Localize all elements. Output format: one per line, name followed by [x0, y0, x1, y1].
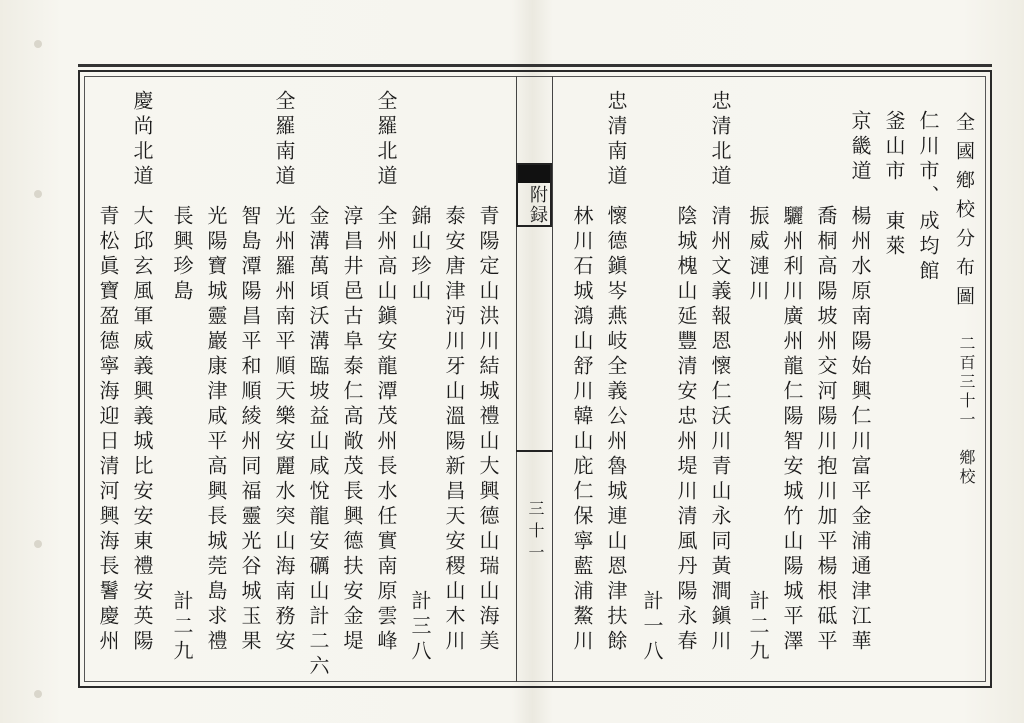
text-column: 全州高山鎭安龍潭茂州長水任實南原雲峰: [374, 205, 398, 655]
text-column: 楊州水原南陽始興仁川富平金浦通津江華: [848, 205, 872, 655]
text-column: 陰城槐山延豐清安忠州堤川清風丹陽永春: [674, 205, 698, 655]
text-column: 計二九: [746, 590, 770, 665]
fold-line-right: [552, 76, 553, 682]
text-column: 青松眞寶盈德寧海迎日清河興海長鬐慶州: [96, 205, 120, 655]
text-column: 計一八: [640, 590, 664, 665]
text-column: 全羅南道: [272, 90, 296, 190]
binding-hole: [34, 40, 42, 48]
binding-hole: [34, 540, 42, 548]
text-column: 林川石城鴻山舒川韓山庇仁保寧藍浦鰲川: [570, 205, 594, 655]
text-column: 忠清北道: [708, 90, 732, 190]
text-column: 慶尚北道: [130, 90, 154, 190]
text-column: 長興珍島: [170, 205, 194, 305]
text-column: 計三八: [408, 590, 432, 665]
binding-hole: [34, 690, 42, 698]
text-column: 光陽寶城靈巖康津咸平高興長城莞島求禮: [204, 205, 228, 655]
folio-number: 三十一: [526, 500, 545, 566]
text-column: 光州羅州南平順天樂安麗水突山海南務安: [272, 205, 296, 655]
appendix-band: [518, 165, 550, 183]
binding-hole: [34, 190, 42, 198]
text-column: 青陽定山洪川結城禮山大興德山瑞山海美: [476, 205, 500, 655]
text-column: 懷德鎭岑燕岐全義公州魯城連山恩津扶餘: [604, 205, 628, 655]
text-column: 錦山珍山: [408, 205, 432, 305]
top-border-rule: [78, 64, 992, 67]
text-column: 計二九: [170, 590, 194, 665]
gutter-rule: [516, 450, 552, 452]
text-column: 智島潭陽昌平和順綾州同福靈光谷城玉果: [238, 205, 262, 655]
appendix-tab: [516, 163, 552, 227]
page-title: 全國鄕校分布圖: [953, 112, 975, 315]
text-column: 驪州利川廣州龍仁陽智安城竹山陽城平澤: [780, 205, 804, 655]
text-column: 大邱玄風軍威義興義城比安安東禮安英陽: [130, 205, 154, 655]
text-column: 振威漣川: [746, 205, 770, 305]
text-column: 淳昌井邑古阜泰仁高敞茂長興德扶安金堤: [340, 205, 364, 655]
text-column: 釜山市 東萊: [882, 110, 906, 260]
text-column: 泰安唐津沔川牙山溫陽新昌天安稷山木川: [442, 205, 466, 655]
text-column: 忠清南道: [604, 90, 628, 190]
text-column: 仁川市、成均館: [916, 110, 940, 285]
appendix-label: 附録: [527, 185, 548, 225]
text-column: 喬桐高陽坡州交河陽川抱川加平楊根砥平: [814, 205, 838, 655]
text-column: 清州文義報恩懷仁沃川青山永同黃澗鎭川: [708, 205, 732, 655]
text-column: 金溝萬頃沃溝臨坡益山咸悅龍安礪山計二六: [306, 205, 330, 680]
text-column: 京畿道: [848, 110, 872, 185]
text-column: 全羅北道: [374, 90, 398, 190]
page-label: 二百三十一 鄕校: [957, 335, 976, 487]
